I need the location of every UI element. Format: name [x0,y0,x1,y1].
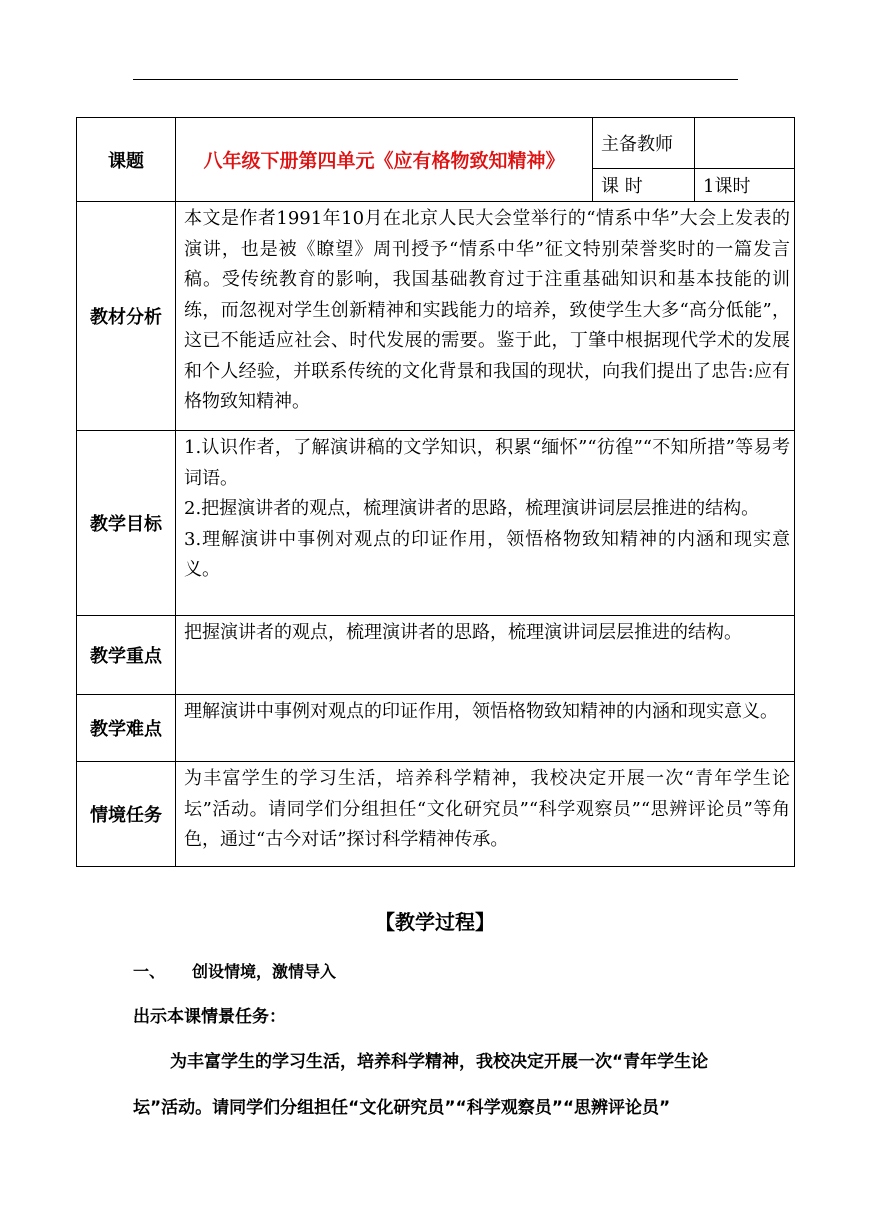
row-label-teaching-goals: 教学目标 [77,431,176,616]
material-analysis-cell [176,202,795,431]
material-analysis-text: 本文是作者1991年10月在北京人民大会堂举行的“情系中华”大会上发表的演讲，也是被《瞭望》周刊授予“情系中华”征文特别荣誉奖时的一篇发言稿。受传统教育的影响，我国基础教育过于注重基础知识和基本技能的训练，而忽视对学生创新精神和实践能力的培养，致使学生大多“高分低能”，这已不能适应社会、时代发展的需要。鉴于此，丁肇中根据现代学术的发展和个人经验，并联系传统的文化背景和我国的现状，向我们提出了忠告:应有格物致知精神。 [184,208,790,412]
hours-label: 课 时 [593,169,695,202]
show-task-label: 出示本课情景任务： [133,1007,286,1027]
situation-task-text: 为丰富学生的学习生活，培养科学精神，我校决定开展一次“青年学生论坛”活动。请同学们分组担任“文化研究员”“科学观察员”“思辨评论员”等角色，通过“古今对话”探讨科学精神传承。 [176,762,795,867]
row-label-key-points: 教学重点 [77,616,176,695]
teaching-process-title: 【教学过程】 [375,910,495,934]
goal-item: 3.理解演讲中事例对观点的印证作用，领悟格物致知精神的内涵和现实意义。 [184,528,790,580]
key-points-text: 把握演讲者的观点，梳理演讲者的思路，梳理演讲词层层推进的结构。 [176,616,795,695]
teacher-label: 主备教师 [593,118,695,169]
topic-value: 八年级下册第四单元《应有格物致知精神》 [176,118,593,202]
row-label-situation-task: 情境任务 [77,762,176,867]
goal-item: 2.把握演讲者的观点，梳理演讲者的思路，梳理演讲词层层推进的结构。 [184,498,760,519]
step-number: 一、 [133,962,166,981]
difficulties-text: 理解演讲中事例对观点的印证作用，领悟格物致知精神的内涵和现实意义。 [176,695,795,762]
row-label-difficulties: 教学难点 [77,695,176,762]
hours-value: 1课时 [695,169,795,202]
task-paragraph-line: 坛”活动。请同学们分组担任“文化研究员”“科学观察员”“思辨评论员” [133,1098,671,1118]
row-label-material-analysis: 教材分析 [77,202,176,431]
goal-item: 1.认识作者，了解演讲稿的文学知识，积累“缅怀”“彷徨”“不知所措”等易考词语。 [184,437,790,489]
task-paragraph-line: 为丰富学生的学习生活，培养科学精神，我校决定开展一次“青年学生论 [170,1052,709,1072]
lesson-plan-table [76,117,795,867]
teacher-value [695,118,795,169]
topic-label: 课题 [77,118,176,202]
header-rule [133,79,738,80]
step-title: 创设情境，激情导入 [192,962,337,981]
teaching-goals-cell [176,431,795,616]
